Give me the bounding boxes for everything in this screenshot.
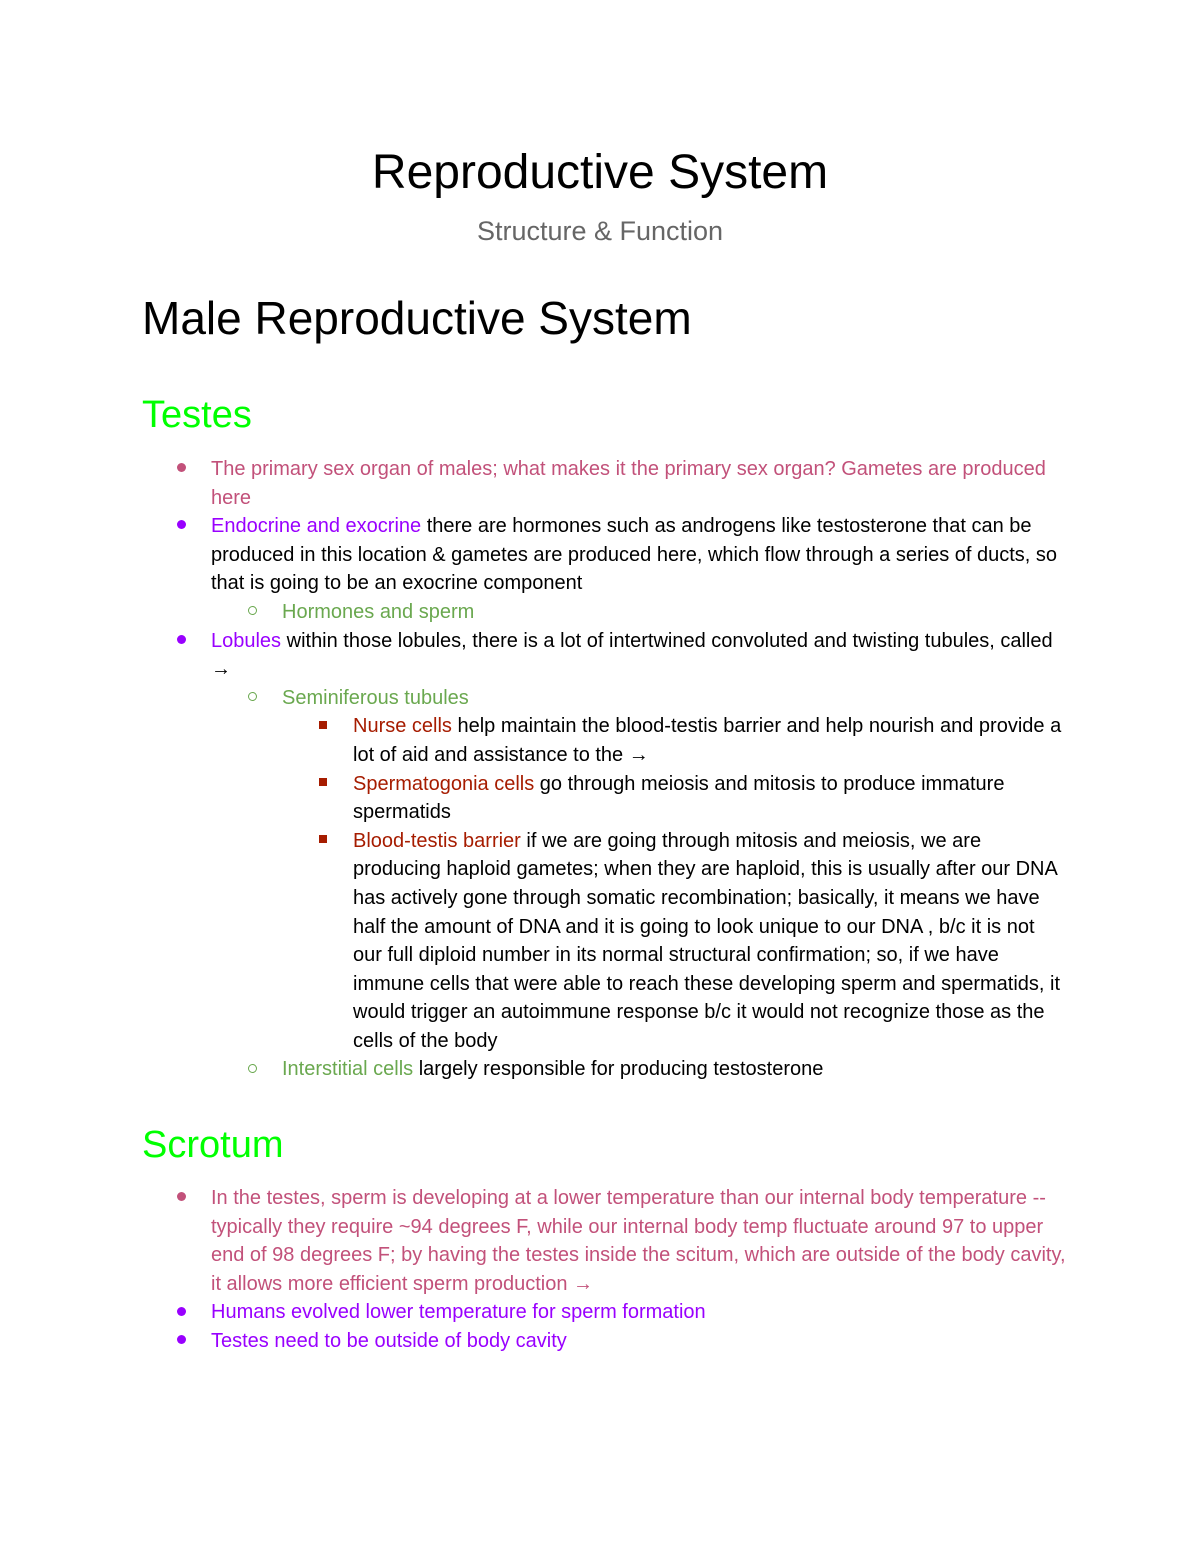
bullet-dot-icon: [177, 627, 186, 656]
item-text: The primary sex organ of males; what makes it the primary sex organ? Gametes are produced here: [211, 458, 1046, 509]
list-item: [282, 684, 1072, 713]
list-item: [211, 455, 1071, 512]
bullet-ring-icon: [248, 684, 257, 713]
item-text: Hormones and sperm: [282, 600, 475, 623]
list-item: [211, 1184, 1071, 1298]
item-text: there are hormones such as androgens like testosterone that can be produced in this location & gametes are produced here, which flow through a series of ducts, so that is going to be an exocrine component: [211, 515, 1058, 595]
list-item: [353, 770, 1063, 827]
item-text: Testes need to be outside of body cavity: [211, 1329, 567, 1352]
bullet-dot-icon: [177, 1184, 186, 1213]
item-text: largely responsible for producing testosterone: [413, 1058, 824, 1081]
item-text: if we are going through mitosis and meiosis, we are producing haploid gametes; when they are haploid, this is usually after our DNA has actively gone through somatic recombination; basically, it means we have half the amount of DNA and it is going to look unique to our DNA , b/c it is not our full diploid number in its normal structural confirmation; so, if we have immune cells that were able to reach these developing sperm and spermatids, it would trigger an autoimmune response b/c it would not recognize those as the cells of the body: [353, 829, 1061, 1052]
bullet-square-icon: [319, 827, 327, 856]
item-term: Interstitial cells: [282, 1058, 414, 1081]
list-item: [282, 1055, 1072, 1084]
list-item: [353, 712, 1063, 769]
testes-heading: Testes: [142, 394, 252, 436]
item-text: In the testes, sperm is developing at a lower temperature than our internal body temperature -- typically they require ~94 degrees F, while our internal body temp fluctuate around 97 to upper end of 98 degrees F; by having the testes inside the scitum, which are outside of the body cavity, it allows more efficient sperm production →: [211, 1187, 1066, 1295]
bullet-ring-icon: [248, 598, 257, 627]
list-item: [211, 627, 1071, 684]
bullet-dot-icon: [177, 1298, 186, 1327]
item-term: Endocrine and exocrine: [211, 515, 422, 538]
item-term: Lobules: [211, 629, 282, 652]
list-item: [353, 827, 1063, 1056]
bullet-ring-icon: [248, 1055, 257, 1084]
scrotum-list: [0, 1184, 1200, 1356]
item-term: Nurse cells: [353, 715, 452, 738]
bullet-dot-icon: [177, 1327, 186, 1356]
bullet-square-icon: [319, 712, 327, 741]
item-text: go through meiosis and mitosis to produce immature spermatids: [353, 772, 1005, 824]
item-text: Seminiferous tubules: [282, 686, 469, 709]
bullet-dot-icon: [177, 512, 186, 541]
item-text: within those lobules, there is a lot of intertwined convoluted and twisting tubules, called →: [211, 629, 1053, 681]
item-text: help maintain the blood-testis barrier and help nourish and provide a lot of aid and assistance to the →: [353, 715, 1062, 766]
document-title: Reproductive System: [371, 146, 829, 199]
item-term: Blood-testis barrier: [353, 829, 521, 852]
scrotum-heading: Scrotum: [142, 1124, 284, 1166]
item-term: Spermatogonia cells: [353, 772, 535, 795]
bullet-square-icon: [319, 770, 327, 799]
list-item: [211, 512, 1071, 598]
bullet-dot-icon: [177, 455, 186, 484]
item-text: Humans evolved lower temperature for sperm formation: [211, 1301, 706, 1324]
list-item: [282, 598, 1072, 627]
document-subtitle: Structure & Function: [476, 216, 724, 246]
list-item: [211, 1327, 1071, 1356]
section-heading: Male Reproductive System: [142, 292, 692, 344]
testes-list: [0, 455, 1200, 1084]
list-item: [211, 1298, 1071, 1327]
